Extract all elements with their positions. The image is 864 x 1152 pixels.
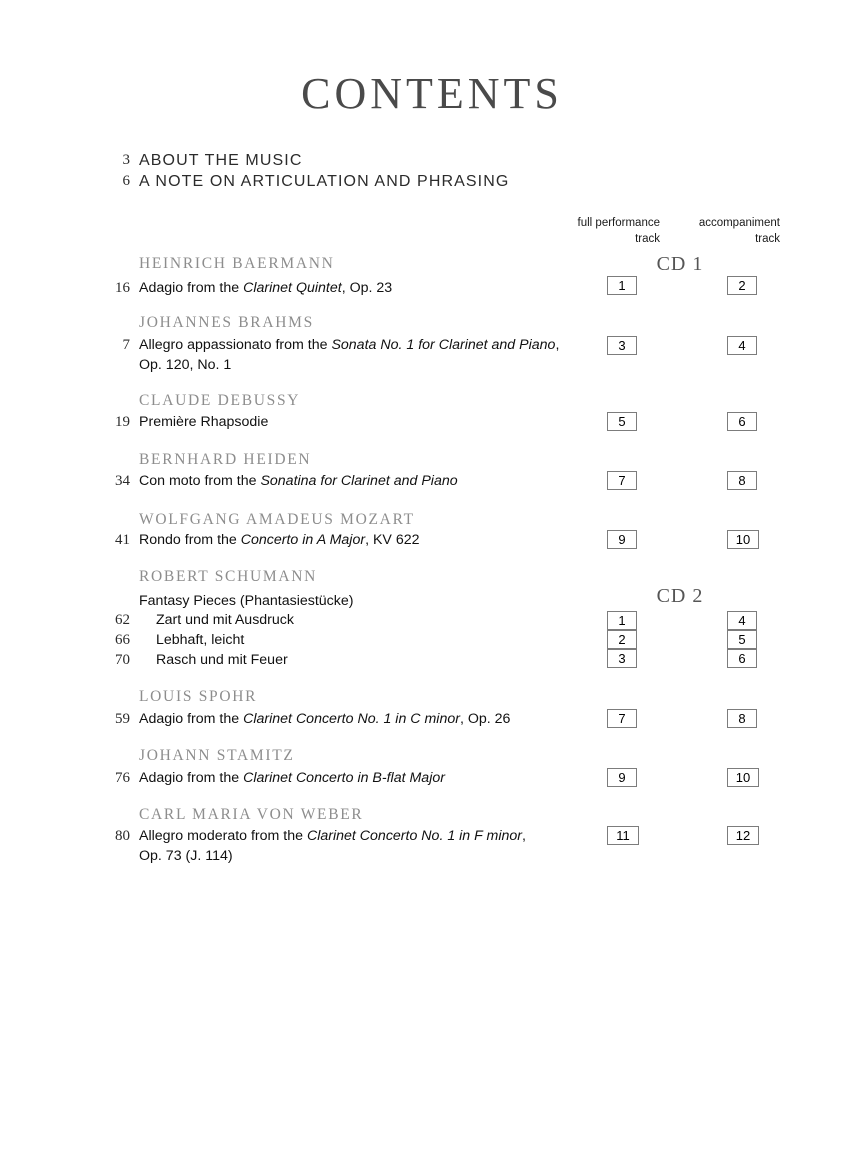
full-performance-track-box[interactable]: 9 (607, 530, 637, 549)
accompaniment-track-box[interactable]: 4 (727, 611, 757, 630)
work-title-italic: Sonatina for Clarinet and Piano (260, 473, 458, 489)
accompaniment-track-box[interactable]: 8 (727, 471, 757, 490)
composer-name: JOHANNES BRAHMS (139, 314, 314, 331)
composer-name: CLAUDE DEBUSSY (139, 392, 301, 409)
full-performance-track-box[interactable]: 3 (607, 649, 637, 668)
accompaniment-track-box[interactable]: 12 (727, 826, 759, 845)
work-title: Rasch und mit Feuer (156, 652, 288, 668)
composer-name: LOUIS SPOHR (139, 688, 258, 705)
work-title-italic: Clarinet Quintet (243, 280, 342, 296)
page-number: 62 (115, 612, 130, 628)
page-number: 19 (115, 414, 130, 430)
work-title: Adagio from the Clarinet Concerto in B-flat Major (139, 770, 445, 786)
accompaniment-column-header (620, 216, 780, 247)
work-title: Con moto from the Sonatina for Clarinet and Piano (139, 473, 458, 489)
front-matter-label: ABOUT THE MUSIC (139, 152, 303, 169)
page-title: CONTENTS (301, 69, 563, 118)
page-number: 7 (122, 337, 130, 353)
work-title: Lebhaft, leicht (156, 632, 245, 648)
accompaniment-track-box[interactable]: 6 (727, 412, 757, 431)
work-title-italic: Clarinet Concerto in B-flat Major (243, 770, 445, 786)
page-number: 66 (115, 632, 130, 648)
page-number: 59 (115, 711, 130, 727)
accompaniment-track-box[interactable]: 4 (727, 336, 757, 355)
front-matter-list (0, 152, 864, 194)
page-number: 80 (115, 828, 130, 844)
accompaniment-track-box[interactable]: 10 (727, 530, 759, 549)
contents-line[interactable] (0, 848, 864, 868)
composer-name: JOHANN STAMITZ (139, 747, 295, 764)
page-number: 76 (115, 770, 130, 786)
page-number: 16 (115, 280, 130, 296)
work-title-italic: Clarinet Concerto No. 1 in F minor (306, 828, 522, 844)
work-title: Adagio from the Clarinet Concerto No. 1 in C minor, Op. 26 (139, 711, 511, 727)
accompaniment-track-box[interactable]: 6 (727, 649, 757, 668)
full-performance-header-line2: track (635, 232, 660, 245)
composer-name: CARL MARIA VON WEBER (139, 806, 364, 823)
front-matter-label: A NOTE ON ARTICULATION AND PHRASING (139, 173, 510, 190)
full-performance-track-box[interactable]: 5 (607, 412, 637, 431)
work-title: Allegro appassionato from the Sonata No. 1 for Clarinet and Piano, (139, 337, 560, 353)
full-performance-track-box[interactable]: 1 (607, 611, 637, 630)
work-title: Adagio from the Clarinet Quintet, Op. 23 (139, 280, 393, 296)
composer-name: ROBERT SCHUMANN (139, 568, 318, 585)
accompaniment-header-line2: track (755, 232, 780, 245)
accompaniment-track-box[interactable]: 8 (727, 709, 757, 728)
accompaniment-track-box[interactable]: 2 (727, 276, 757, 295)
work-title: Rondo from the Concerto in A Major, KV 622 (139, 532, 420, 548)
full-performance-track-box[interactable]: 11 (607, 826, 639, 845)
work-title-italic: Clarinet Concerto No. 1 in C minor (243, 711, 460, 727)
front-matter-page-number: 3 (122, 152, 130, 168)
accompaniment-header-line1: accompaniment (698, 217, 780, 229)
composer-name: WOLFGANG AMADEUS MOZART (139, 511, 415, 528)
full-performance-track-box[interactable]: 1 (607, 276, 637, 295)
page-number: 70 (115, 652, 130, 668)
contents-line[interactable] (0, 357, 864, 377)
work-title-italic: Concerto in A Major (240, 532, 366, 548)
front-matter-row[interactable] (0, 173, 864, 194)
full-performance-track-box[interactable]: 7 (607, 471, 637, 490)
accompaniment-track-box[interactable]: 10 (727, 768, 759, 787)
full-performance-track-box[interactable]: 2 (607, 630, 637, 649)
work-title: Op. 120, No. 1 (139, 357, 232, 373)
full-performance-track-box[interactable]: 9 (607, 768, 637, 787)
page-number: 41 (115, 532, 130, 548)
page-number: 34 (115, 473, 130, 489)
work-title: Zart und mit Ausdruck (156, 612, 294, 628)
front-matter-page-number: 6 (122, 173, 130, 189)
composer-name: HEINRICH BAERMANN (139, 255, 335, 272)
accompaniment-track-box[interactable]: 5 (727, 630, 757, 649)
cd-marker: CD 1 (656, 253, 704, 275)
work-title: Allegro moderato from the Clarinet Concerto No. 1 in F minor, (139, 828, 526, 844)
cd-marker: CD 2 (656, 585, 704, 607)
full-performance-header-line1: full performance (577, 217, 660, 229)
full-performance-track-box[interactable]: 7 (607, 709, 637, 728)
composer-name: BERNHARD HEIDEN (139, 451, 312, 468)
full-performance-track-box[interactable]: 3 (607, 336, 637, 355)
work-title: Première Rhapsodie (139, 414, 269, 430)
contents-line[interactable] (0, 593, 864, 613)
work-title-italic: Sonata No. 1 for Clarinet and Piano (331, 337, 556, 353)
front-matter-row[interactable] (0, 152, 864, 173)
work-title: Op. 73 (J. 114) (139, 848, 233, 864)
work-title: Fantasy Pieces (Phantasiestücke) (139, 593, 354, 609)
